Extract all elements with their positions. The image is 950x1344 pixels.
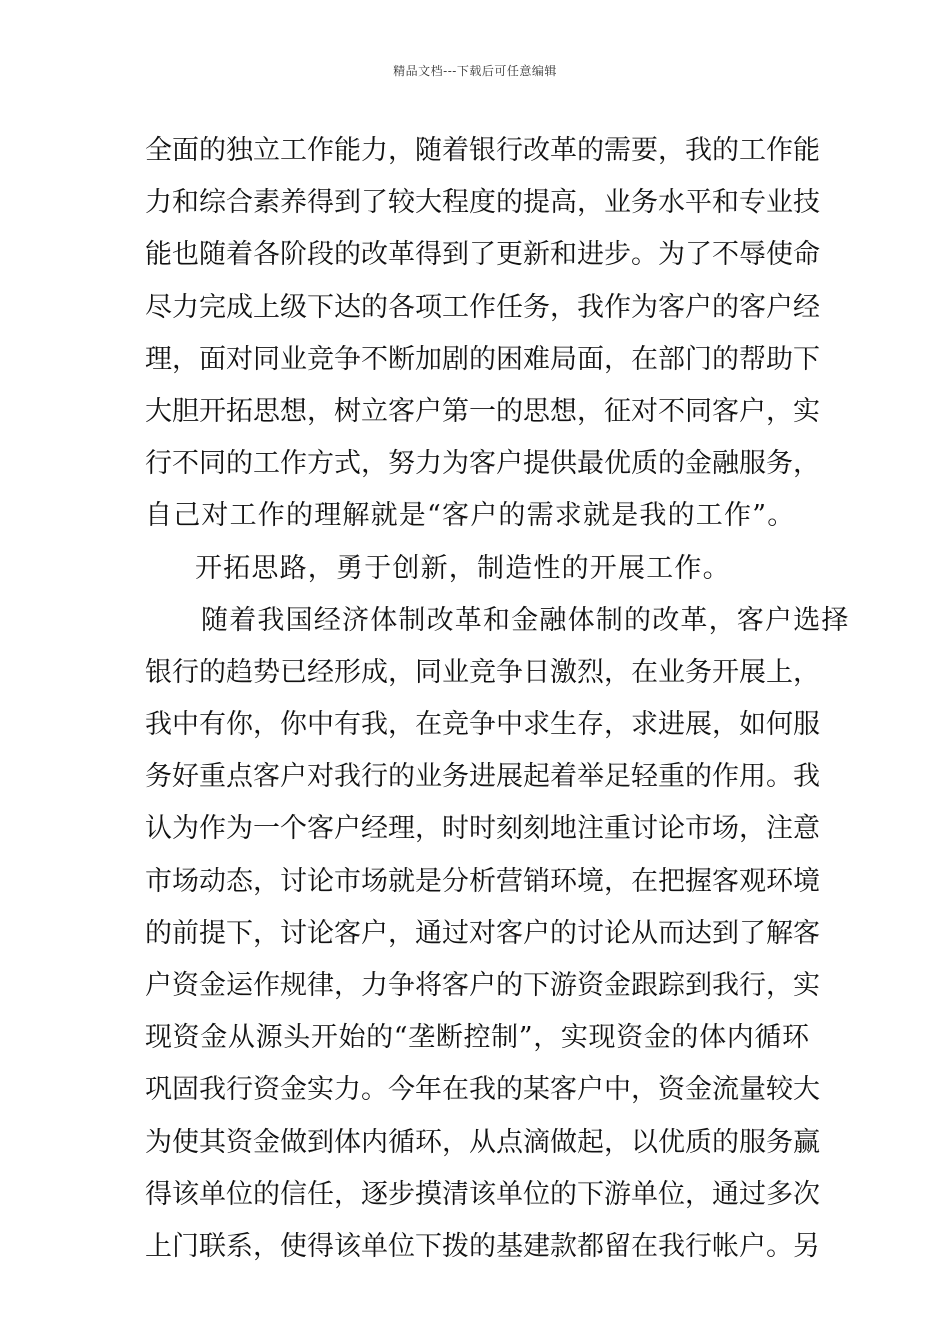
text-line: 我中有你，你中有我，在竞争中求生存，求进展，如何服 <box>145 709 820 741</box>
text-line: 认为作为一个客户经理，时时刻刻地注重讨论市场，注意 <box>145 813 820 845</box>
text-line: 户资金运作规律，力争将客户的下游资金跟踪到我行，实 <box>145 970 820 1001</box>
text-line: 银行的趋势已经形成，同业竞争日激烈，在业务开展上， <box>145 656 820 688</box>
text-line: 的前提下，讨论客户，通过对客户的讨论从而达到了解客 <box>145 917 820 949</box>
text-line: 大胆开拓思想，树立客户第一的思想，征对不同客户，实 <box>145 395 820 427</box>
text-line: 尽力完成上级下达的各项工作任务，我作为客户的客户经 <box>145 291 820 323</box>
document-body <box>145 125 850 1273</box>
text-line: 市场动态，讨论市场就是分析营销环境，在把握客观环境 <box>145 865 820 897</box>
text-line: 全面的独立工作能力，随着银行改革的需要，我的工作能 <box>145 135 820 166</box>
text-line: 为使其资金做到体内循环，从点滴做起，以优质的服务赢 <box>145 1126 820 1158</box>
text-line: 能也随着各阶段的改革得到了更新和进步。为了不辱使命 <box>145 239 820 271</box>
text-line: 务好重点客户对我行的业务进展起着举足轻重的作用。我 <box>145 761 820 793</box>
text-line: 行不同的工作方式，努力为客户提供最优质的金融服务， <box>145 448 820 480</box>
text-line: 理，面对同业竞争不断加剧的困难局面，在部门的帮助下 <box>145 343 820 375</box>
text-line: 现资金从源头开始的“垄断控制”，实现资金的体内循环 <box>145 1022 809 1054</box>
text-line: 随着我国经济体制改革和金融体制的改革，客户选择 <box>201 604 850 636</box>
text-line: 得该单位的信任，逐步摸清该单位的下游单位，通过多次 <box>145 1178 820 1210</box>
page-header: 精品文档---下载后可任意编辑 <box>393 64 557 78</box>
text-line: 上门联系，使得该单位下拨的基建款都留在我行帐户。另 <box>145 1230 820 1262</box>
text-line: 巩固我行资金实力。今年在我的某客户中，资金流量较大 <box>145 1074 820 1106</box>
section-heading: 开拓思路，勇于创新，制造性的开展工作。 <box>195 552 731 584</box>
text-line: 自己对工作的理解就是“客户的需求就是我的工作”。 <box>145 500 796 532</box>
text-line: 力和综合素养得到了较大程度的提高，业务水平和专业技 <box>145 187 820 219</box>
